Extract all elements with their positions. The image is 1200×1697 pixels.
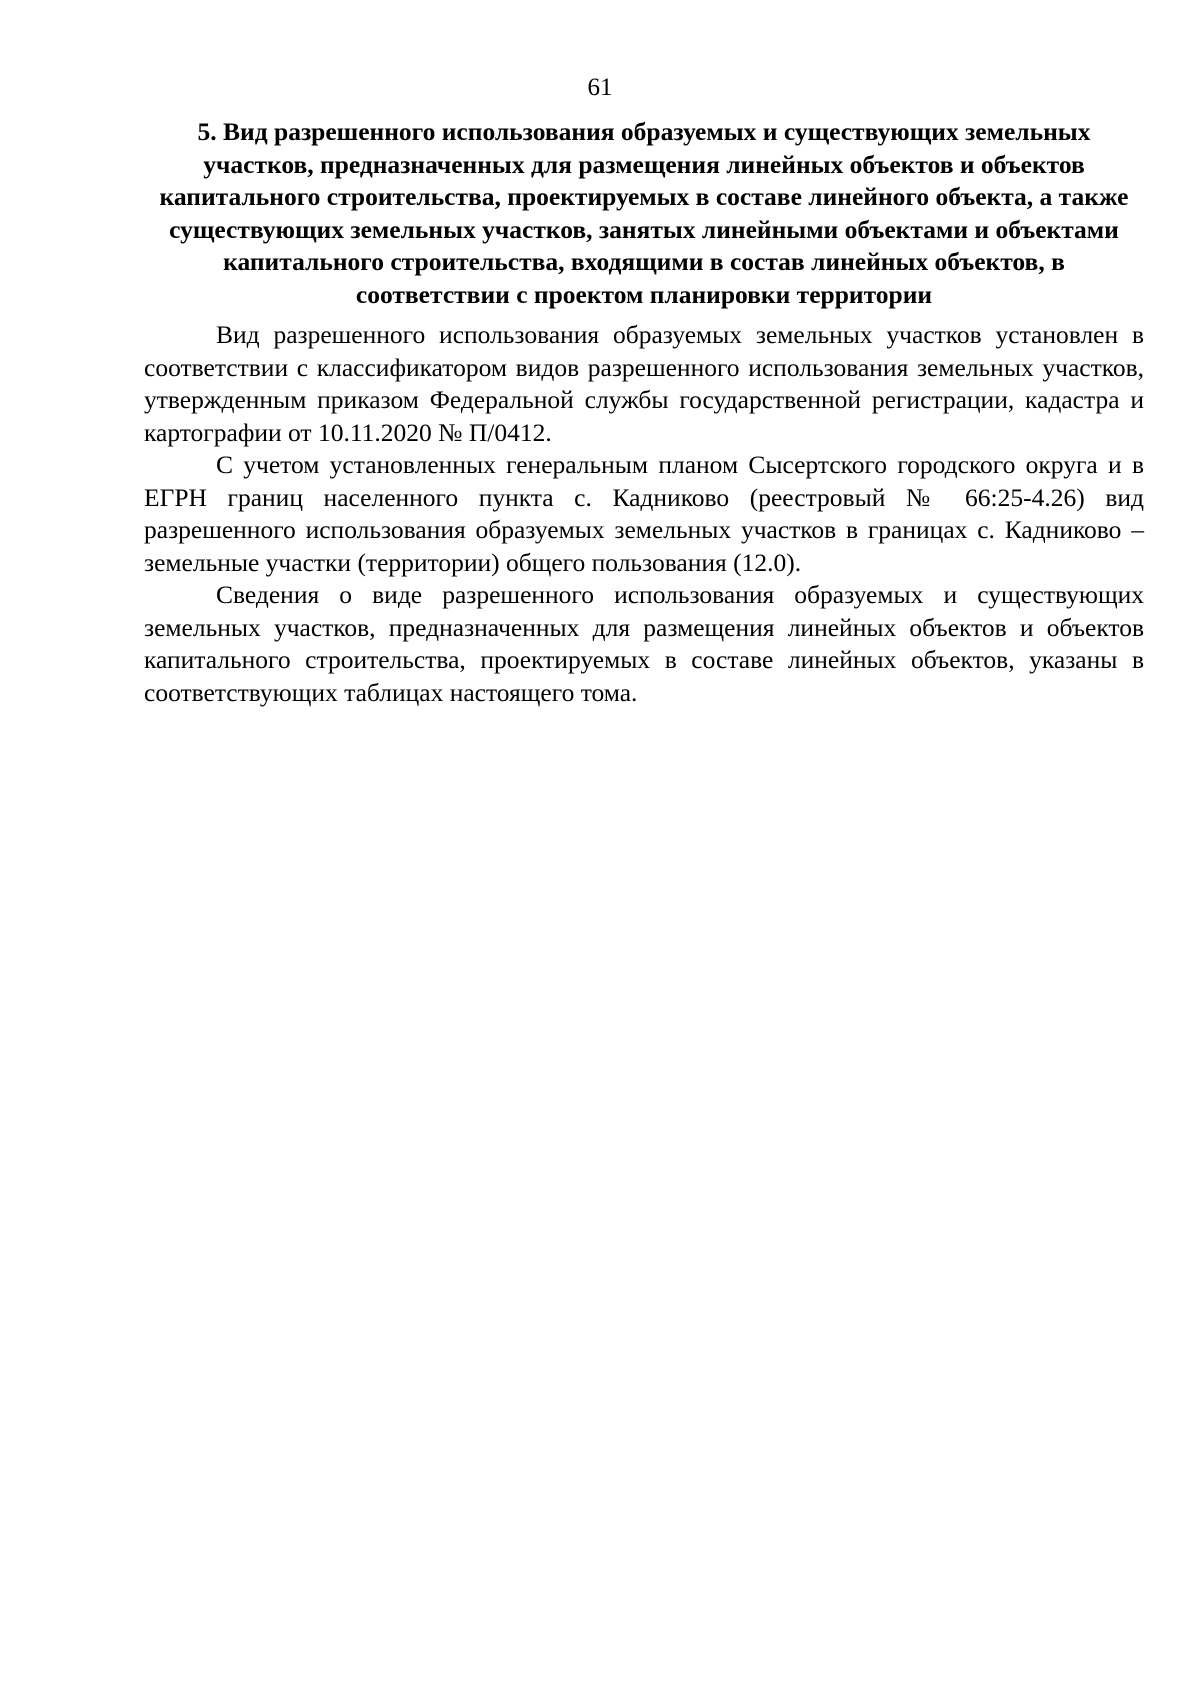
paragraph-permitted-use: Вид разрешенного использования образуемых земельных участков установлен в соответствии с классификатором видов разрешенного использования земельных участков, утвержденным приказом Федеральной службы государственной регистрации, кадастра и картографии от 10.11.2020 № П/0412.: [144, 320, 1144, 447]
page-number: 61: [587, 74, 613, 101]
paragraph-tables-reference: Сведения о виде разрешенного использования образуемых и существующих земельных участков, предназначенных для размещения линейных объектов и объектов капитального строительства, проектируемых в составе линейных объектов, указаны в соответствующих таблицах настоящего тома.: [144, 580, 1144, 707]
document-body: [144, 116, 1144, 709]
section-heading: 5. Вид разрешенного использования образуемых и существующих земельных участков, предназначенных для размещения линейных объектов и объектов капитального строительства, проектируемых в составе линейного объекта, а также существующих земельных участков, занятых линейными объектами и объектами капитального строительства, входящими в состав линейных объектов, в соответствии с проектом планировки территории: [159, 117, 1129, 309]
paragraph-kadnikovo-boundaries: С учетом установленных генеральным планом Сысертского городского округа и в ЕГРН границ населенного пункта с. Кадниково (реестровый № 66:25-4.26) вид разрешенного использования образуемых земельных участков в границах с. Кадниково – земельные участки (территории) общего пользования (12.0).: [144, 450, 1144, 577]
